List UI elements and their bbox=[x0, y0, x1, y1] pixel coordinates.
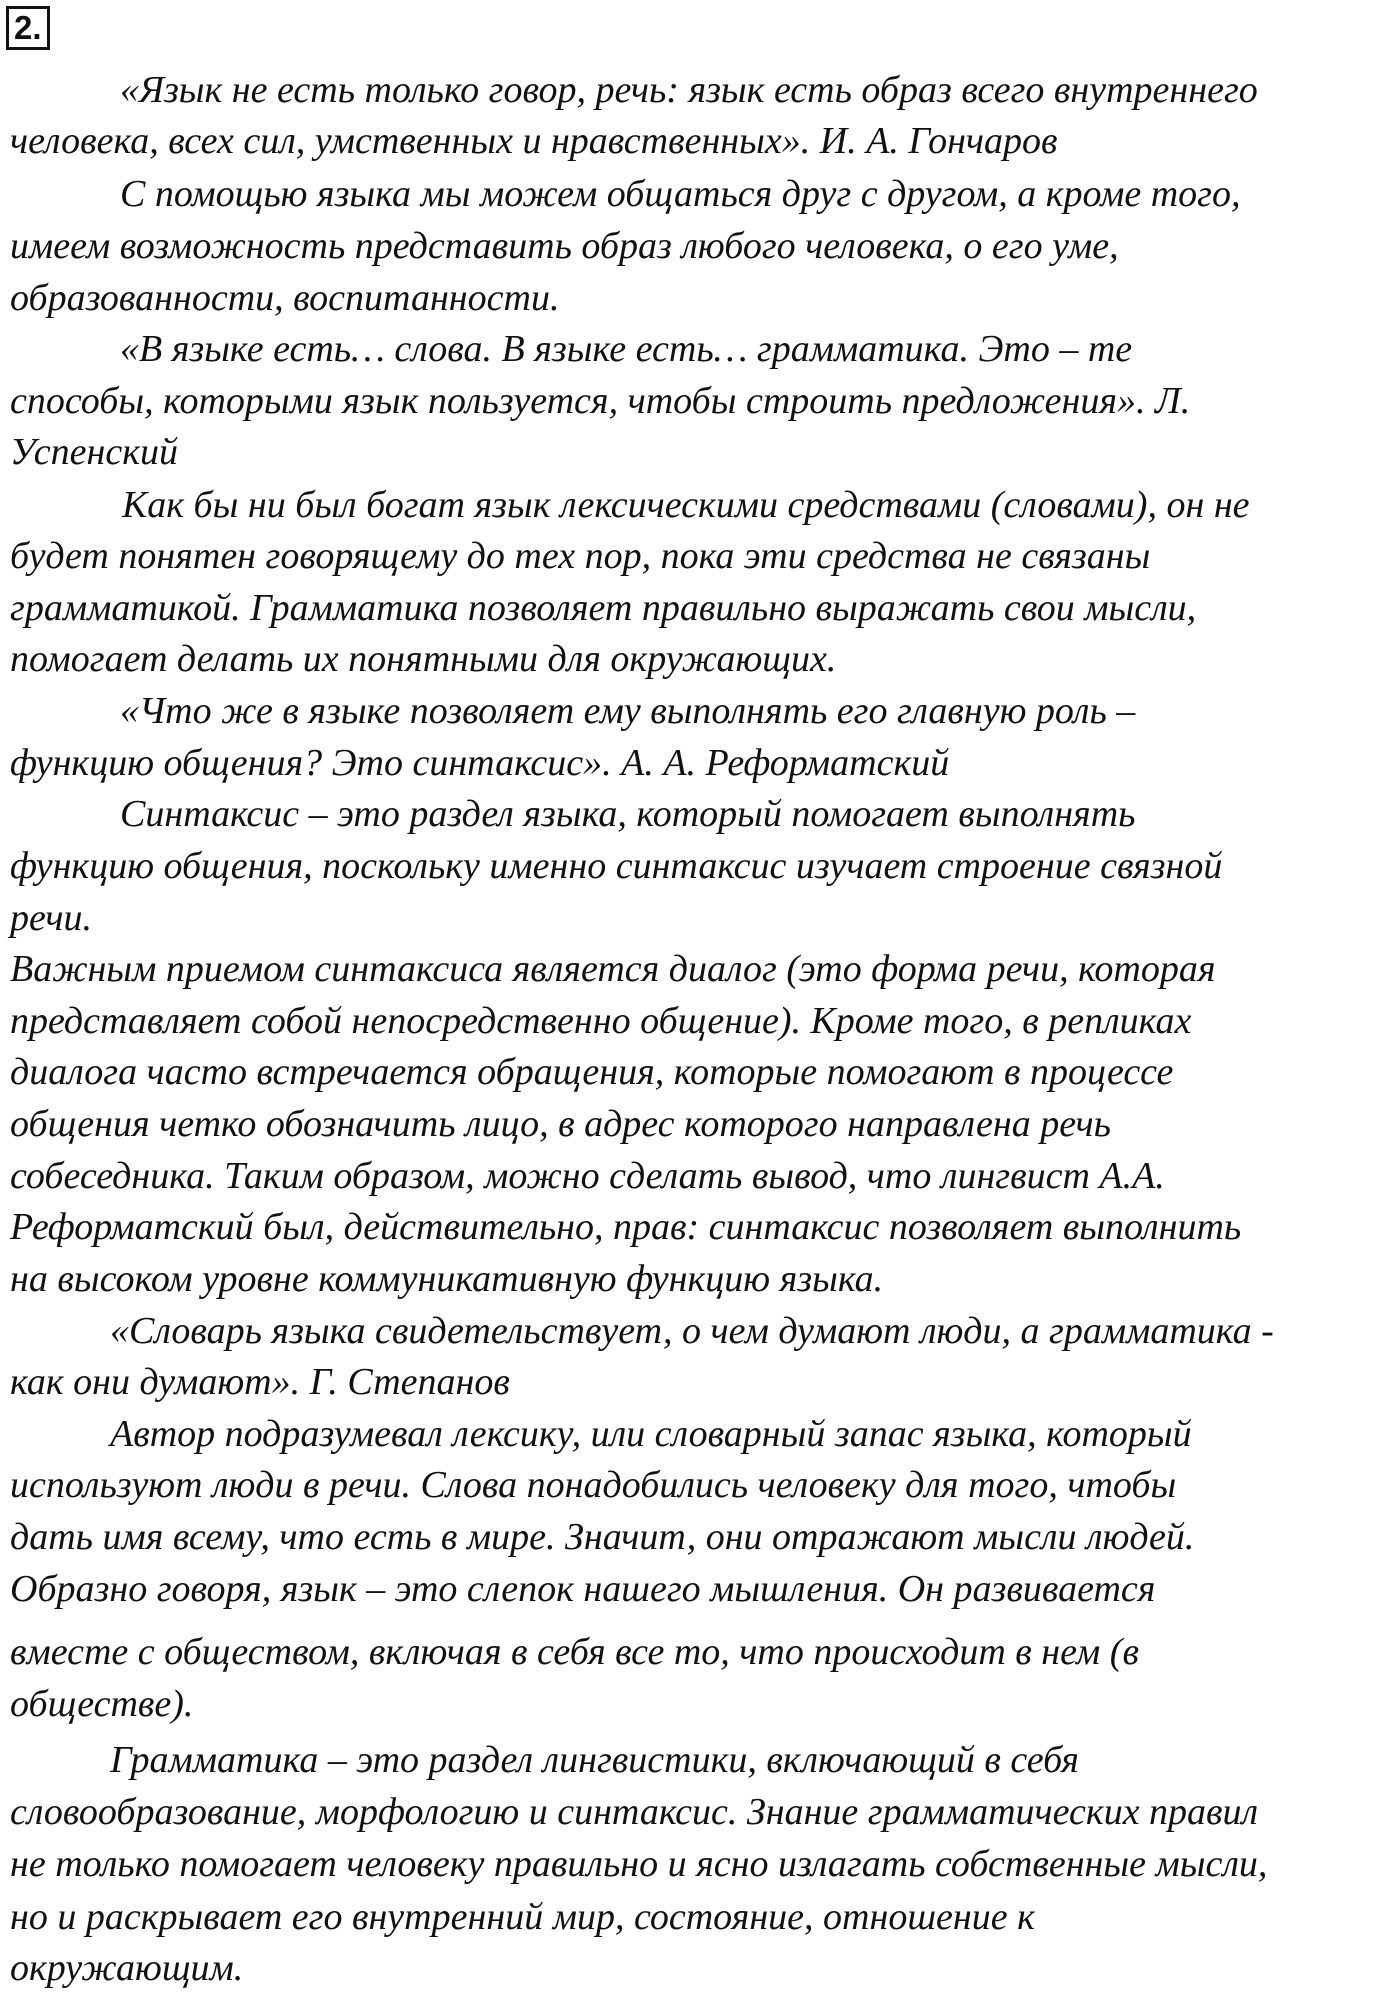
text-line: функцию общения? Это синтаксис». А. А. Реформатский bbox=[10, 742, 950, 784]
text-line: «В языке есть… слова. В языке есть… грамматика. Это – те bbox=[120, 328, 1133, 370]
text-line: способы, которыми язык пользуется, чтобы строить предложения». Л. bbox=[10, 380, 1191, 422]
text-line: Грамматика – это раздел лингвистики, включающий в себя bbox=[110, 1739, 1079, 1781]
text-line: вместе с обществом, включая в себя все то, что происходит в нем (в bbox=[10, 1631, 1139, 1673]
text-line: Важным приемом синтаксиса является диалог (это форма речи, которая bbox=[10, 948, 1216, 990]
text-line: на высоком уровне коммуникативную функцию языка. bbox=[10, 1258, 884, 1300]
text-line: «Что же в языке позволяет ему выполнять его главную роль – bbox=[120, 690, 1136, 732]
text-line: «Язык не есть только говор, речь: язык есть образ всего внутреннего bbox=[120, 69, 1258, 111]
text-line: общения четко обозначить лицо, в адрес которого направлена речь bbox=[10, 1103, 1111, 1145]
text-line: Успенский bbox=[10, 431, 179, 473]
text-line: имеем возможность представить образ любого человека, о его уме, bbox=[10, 225, 1119, 267]
text-line: Автор подразумевал лексику, или словарный запас языка, который bbox=[110, 1413, 1192, 1455]
text-line: «Словарь языка свидетельствует, о чем думают люди, а грамматика - bbox=[110, 1310, 1274, 1352]
text-line: Как бы ни был богат язык лексическими средствами (словами), он не bbox=[122, 484, 1250, 526]
text-line: обществе). bbox=[10, 1683, 194, 1725]
text-line: как они думают». Г. Степанов bbox=[10, 1361, 510, 1403]
text-line: собеседника. Таким образом, можно сделать вывод, что лингвист А.А. bbox=[10, 1155, 1165, 1197]
text-line: дать имя всему, что есть в мире. Значит, они отражают мысли людей. bbox=[10, 1516, 1195, 1558]
text-line: помогает делать их понятными для окружающих. bbox=[10, 638, 837, 680]
text-line: диалога часто встречается обращения, которые помогают в процессе bbox=[10, 1051, 1174, 1093]
text-line: Реформатский был, действительно, прав: синтаксис позволяет выполнить bbox=[10, 1206, 1242, 1248]
exercise-number: 2. bbox=[6, 6, 50, 50]
text-line: образованности, воспитанности. bbox=[10, 277, 560, 319]
text-line: Синтаксис – это раздел языка, который помогает выполнять bbox=[120, 793, 1136, 835]
text-line: С помощью языка мы можем общаться друг с другом, а кроме того, bbox=[120, 173, 1241, 215]
text-line: будет понятен говорящему до тех пор, пока эти средства не связаны bbox=[10, 535, 1151, 577]
text-line: Образно говоря, язык – это слепок нашего мышления. Он развивается bbox=[10, 1568, 1156, 1610]
text-line: не только помогает человеку правильно и ясно излагать собственные мысли, bbox=[10, 1843, 1268, 1885]
text-line: но и раскрывает его внутренний мир, состояние, отношение к bbox=[10, 1896, 1035, 1938]
text-line: используют люди в речи. Слова понадобились человеку для того, чтобы bbox=[10, 1464, 1177, 1506]
text-line: функцию общения, поскольку именно синтаксис изучает строение связной bbox=[10, 845, 1223, 887]
text-line: грамматикой. Грамматика позволяет правильно выражать свои мысли, bbox=[10, 587, 1197, 629]
text-line: представляет собой непосредственно общение). Кроме того, в репликах bbox=[10, 1000, 1192, 1042]
text-line: словообразование, морфологию и синтаксис. Знание грамматических правил bbox=[10, 1791, 1259, 1833]
text-line: окружающим. bbox=[10, 1947, 244, 1989]
text-line: речи. bbox=[10, 897, 92, 939]
text-line: человека, всех сил, умственных и нравственных». И. А. Гончаров bbox=[10, 120, 1058, 162]
